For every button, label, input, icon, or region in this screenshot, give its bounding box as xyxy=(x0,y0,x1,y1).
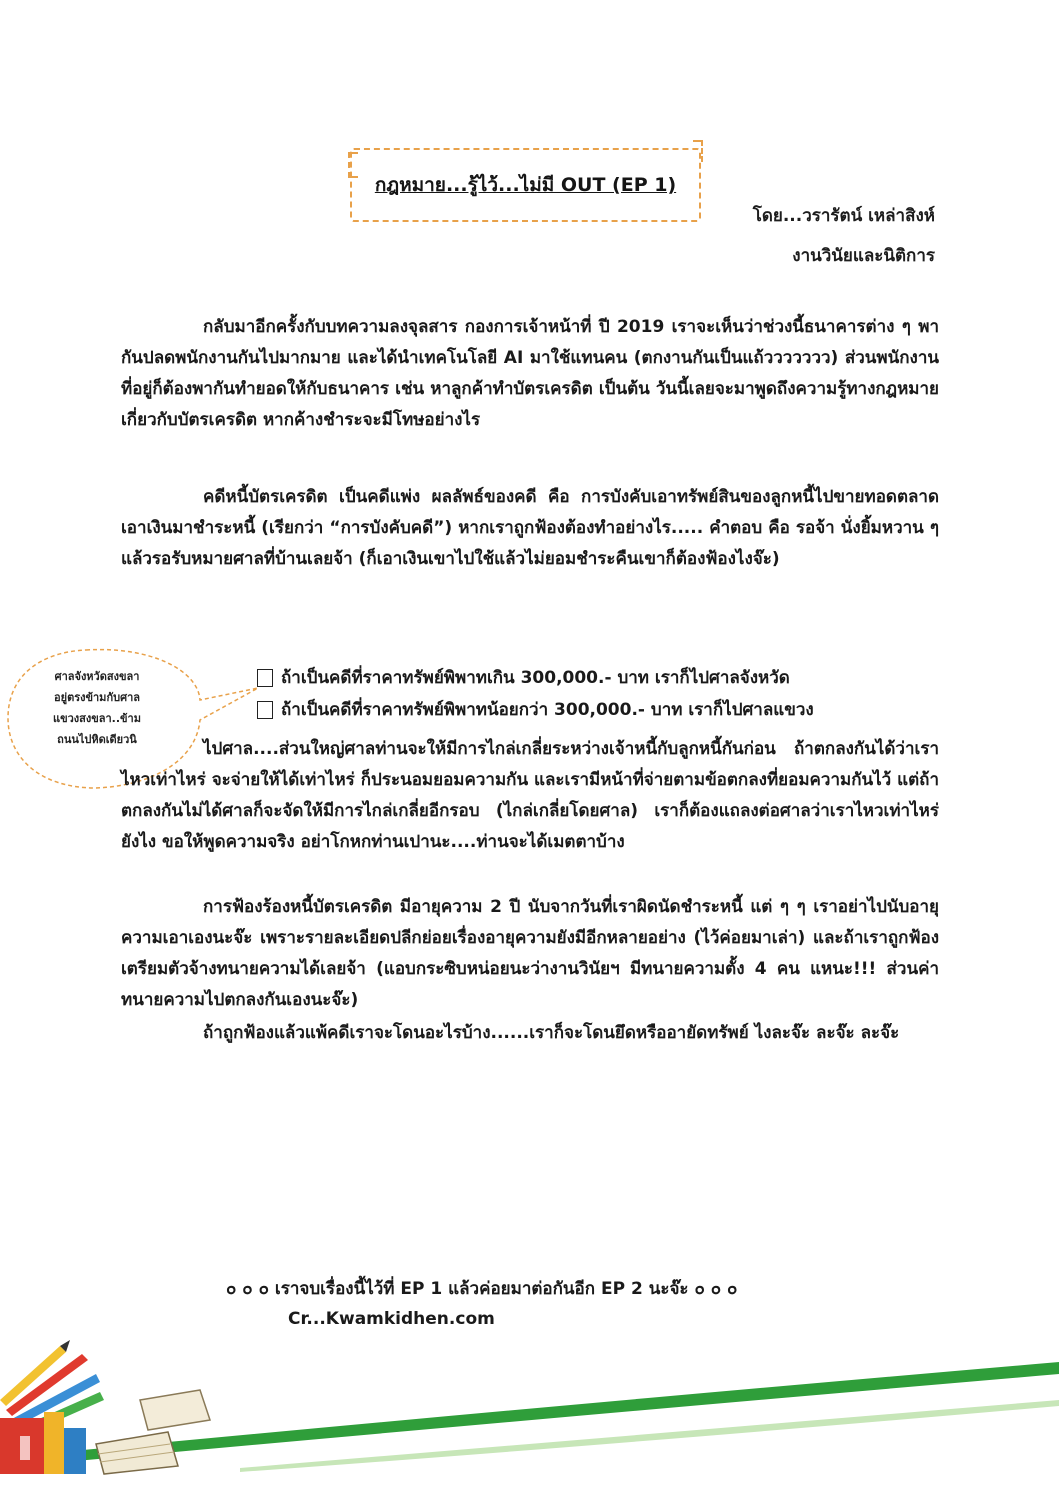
paragraph-intro xyxy=(121,312,939,436)
bubble-line: ถนนไปหิดเดียวนิ xyxy=(57,733,137,746)
department-line: งานวินัยและนิติการ xyxy=(792,246,935,266)
books-pencils-illustration xyxy=(0,1340,1059,1475)
closing-line: ๐ ๐ ๐ เราจบเรื่องนี้ไว้ที่ EP 1 แล้วค่อยมาต่อกันอีก EP 2 นะจ๊ะ ๐ ๐ ๐ xyxy=(226,1279,738,1299)
checklist-item xyxy=(257,664,790,691)
paragraph-statute xyxy=(121,892,939,1016)
paragraph-civil-case-text: คดีหนี้บัตรเครดิต เป็นคดีแพ่ง ผลลัพธ์ของคดี คือ การบังคับเอาทรัพย์สินของลูกหนี้ไปขายทอดตลาด เอาเงินมาชำระหนี้ (เรียกว่า “การบังคับคดี”) หากเราถูกฟ้องต้องทำอย่างไร..... คำตอบ คือ รอจ้า นั่งยิ้มหวาน ๆ แล้วรอรับหมายศาลที่บ้านเลยจ้า (ก็เอาเงินเขาไปใช้แล้วไม่ยอมชำระคืนเขาก็ต้องฟ้องไงจ๊ะ) xyxy=(121,487,939,569)
credit-line: Cr...Kwamkidhen.com xyxy=(288,1309,495,1329)
paragraph-civil-case xyxy=(121,482,939,575)
page-title: กฎหมาย...รู้ไว้...ไม่มี OUT (EP 1) xyxy=(374,174,677,196)
paragraph-lose-case-text: ถ้าถูกฟ้องแล้วแพ้คดีเราจะโดนอะไรบ้าง......เราก็จะโดนยึดหรืออายัดทรัพย์ ไงละจ๊ะ ละจ๊ะ ละจ๊ะ xyxy=(203,1023,900,1043)
author-line: โดย...วรารัตน์ เหล่าสิงห์ xyxy=(752,206,935,226)
bubble-line: แขวงสงขลา..ข้าม xyxy=(53,712,141,725)
paragraph-court xyxy=(121,734,939,858)
bubble-line: ศาลจังหวัดสงขลา xyxy=(54,670,140,683)
checklist-item-text: ถ้าเป็นคดีที่ราคาทรัพย์พิพาทน้อยกว่า 300,000.- บาท เราก็ไปศาลแขวง xyxy=(281,700,814,720)
paragraph-court-text: ไปศาล....ส่วนใหญ่ศาลท่านจะให้มีการไกล่เกลี่ยระหว่างเจ้าหนี้กับลูกหนี้กันก่อน ถ้าตกลงกันได้ว่าเราไหวเท่าไหร่ จะจ่ายให้ได้เท่าไหร่ ก็ประนอมยอมความกัน และเรามีหน้าที่จ่ายตามข้อตกลงที่ยอมความกันไว้ แต่ถ้าตกลงกันไม่ได้ศาลก็จะจัดให้มีการไกล่เกลี่ยอีกรอบ (ไกล่เกลี่ยโดยศาล) เราก็ต้องแถลงต่อศาลว่าเราไหวเท่าไหร่ ยังไง ขอให้พูดความจริง อย่าโกหกท่านเปานะ....ท่านจะได้เมตตาบ้าง xyxy=(121,739,939,852)
paragraph-intro-text: กลับมาอีกครั้งกับบทความลงจุลสาร กองการเจ้าหน้าที่ ปี 2019 เราจะเห็นว่าช่วงนี้ธนาคารต่าง ๆ พากันปลดพนักงานกันไปมากมาย และได้นำเทคโนโลยี AI มาใช้แทนคน (ตกงานกันเป็นแถ้ววววววว) ส่วนพนักงานที่อยู่ก็ต้องพากันทำยอดให้กับธนาคาร เช่น หาลูกค้าทำบัตรเครดิต เป็นต้น วันนี้เลยจะมาพูดถึงความรู้ทางกฎหมายเกี่ยวกับบัตรเครดิต หากค้างชำระจะมีโทษอย่างไร xyxy=(121,317,939,430)
paragraph-statute-text: การฟ้องร้องหนี้บัตรเครดิต มีอายุความ 2 ปี นับจากวันที่เราผิดนัดชำระหนี้ แต่ ๆ ๆ เราอย่าไปนับอายุความเอาเองนะจ๊ะ เพราะรายละเอียดปลีกย่อยเรื่องอายุความยังมีอีกหลายอย่าง (ไว้ค่อยมาเล่า) และถ้าเราถูกฟ้องเตรียมตัวจ้างทนายความได้เลยจ้า (แอบกระซิบหน่อยนะว่างานวินัยฯ มีทนายความตั้ง 4 คน แหนะ!!! ส่วนค่าทนายความไปตกลงกันเองนะจ๊ะ) xyxy=(121,897,939,1010)
title-box xyxy=(350,148,701,222)
checklist-item xyxy=(257,696,814,723)
paragraph-lose-case xyxy=(121,1018,939,1049)
bubble-line: อยู่ตรงข้ามกับศาล xyxy=(54,691,140,704)
title-box-corner-right xyxy=(693,140,703,162)
checklist-item-text: ถ้าเป็นคดีที่ราคาทรัพย์พิพาทเกิน 300,000.- บาท เราก็ไปศาลจังหวัด xyxy=(281,668,790,688)
